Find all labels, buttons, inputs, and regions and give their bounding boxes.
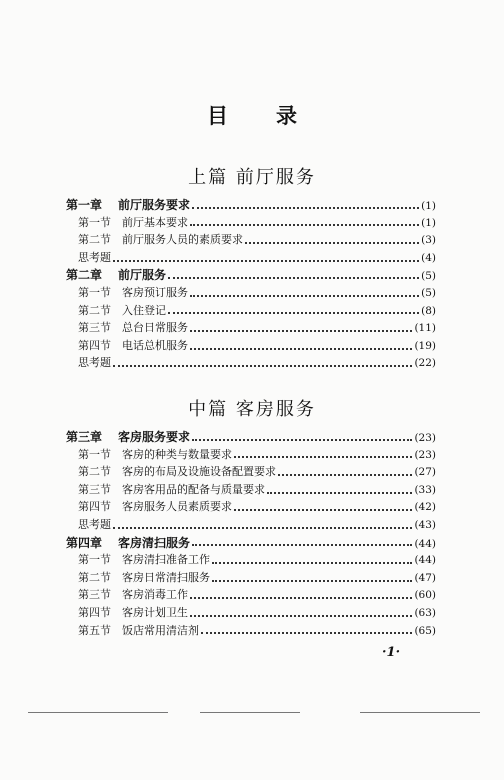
toc-leader-dots <box>192 439 412 441</box>
toc-entry-title: 客房清扫准备工作 <box>122 553 210 567</box>
toc-entry-title: 饭店常用清洁剂 <box>122 623 199 637</box>
toc-chapter-row <box>66 266 436 284</box>
toc-leader-dots <box>234 456 412 458</box>
toc-section-row <box>66 302 436 320</box>
toc-section-row <box>66 231 436 249</box>
toc-section-row <box>66 622 436 640</box>
toc-leader-dots <box>192 544 412 546</box>
toc-section-row <box>66 446 436 464</box>
bottom-rule <box>360 712 480 713</box>
toc-section-row <box>66 214 436 232</box>
toc-section-row <box>66 319 436 337</box>
toc-page-number: (19) <box>414 339 436 352</box>
toc-leader-dots <box>267 492 412 494</box>
toc-entry-number: 第二章 <box>66 268 103 283</box>
toc-leader-dots <box>113 260 419 262</box>
toc-section-row <box>66 551 436 569</box>
toc-leader-dots <box>201 632 412 634</box>
toc-chapter-row <box>66 196 436 214</box>
toc-entry-title: 前厅服务 <box>118 268 167 283</box>
toc-section-row <box>66 463 436 481</box>
toc-part-upper <box>66 196 436 372</box>
toc-entry-number: 第一节 <box>78 553 111 567</box>
part-title-middle: 中篇 客房服务 <box>188 399 316 420</box>
toc-entry-number: 第二节 <box>78 465 111 479</box>
toc-entry-number: 第一节 <box>78 215 111 229</box>
toc-entry-number: 第二节 <box>78 233 111 247</box>
toc-chapter-row <box>66 534 436 552</box>
toc-entry-number: 第三节 <box>78 482 111 496</box>
toc-leader-dots <box>212 580 412 582</box>
toc-page-number: (11) <box>414 322 436 335</box>
toc-leader-dots <box>190 224 419 226</box>
toc-exercise-row <box>66 354 436 372</box>
toc-entry-title: 客房的布局及设施设备配置要求 <box>122 465 276 479</box>
toc-page-number: (44) <box>414 554 436 567</box>
toc-entry-number: 思考题 <box>78 250 111 264</box>
toc-entry-number: 第一节 <box>78 447 111 461</box>
toc-entry-title: 前厅基本要求 <box>122 215 188 229</box>
toc-page-number: (5) <box>421 270 436 283</box>
toc-leader-dots <box>168 312 419 314</box>
toc-entry-title: 客房服务要求 <box>118 430 191 444</box>
toc-entry-number: 第四节 <box>78 500 111 514</box>
bottom-rule <box>28 712 168 713</box>
toc-entry-title: 客房消毒工作 <box>122 588 188 602</box>
toc-leader-dots <box>190 330 412 332</box>
toc-entry-title: 电话总机服务 <box>122 338 188 352</box>
toc-page-number: (23) <box>414 448 436 461</box>
toc-entry-title: 前厅服务要求 <box>118 198 191 212</box>
toc-entry-number: 第二节 <box>78 570 111 584</box>
toc-section-row <box>66 481 436 499</box>
toc-exercise-row <box>66 516 436 534</box>
toc-entry-title: 客房日常清扫服务 <box>122 570 210 584</box>
page-title: 目录 <box>207 103 345 128</box>
page-number: ·1· <box>382 645 401 660</box>
toc-entry-number: 第四节 <box>78 605 111 619</box>
toc-page-number: (47) <box>414 571 436 584</box>
toc-page-number: (60) <box>414 589 436 602</box>
toc-leader-dots <box>192 207 419 209</box>
toc-entry-title: 客房计划卫生 <box>122 605 188 619</box>
toc-leader-dots <box>190 295 419 297</box>
toc-entry-number: 第三章 <box>66 430 103 444</box>
part-title-upper: 上篇 前厅服务 <box>188 167 316 188</box>
toc-page-number: (22) <box>414 357 436 370</box>
toc-leader-dots <box>245 242 419 244</box>
toc-entry-number: 第三节 <box>78 588 111 602</box>
toc-page-number: (63) <box>414 606 436 619</box>
toc-chapter-row <box>66 428 436 446</box>
toc-entry-number: 第三节 <box>78 321 111 335</box>
toc-page-number: (43) <box>414 518 436 531</box>
toc-entry-title: 客房的种类与数量要求 <box>122 447 232 461</box>
toc-section-row <box>66 498 436 516</box>
toc-page-number: (3) <box>421 234 436 247</box>
toc-page-number: (27) <box>414 466 436 479</box>
toc-entry-number: 第五节 <box>78 623 111 637</box>
toc-entry-number: 第四节 <box>78 338 111 352</box>
toc-page-number: (33) <box>414 483 436 496</box>
toc-leader-dots <box>212 562 412 564</box>
toc-leader-dots <box>168 277 419 279</box>
toc-page-number: (8) <box>421 304 436 317</box>
toc-page-number: (4) <box>421 251 436 264</box>
toc-entry-number: 第一节 <box>78 285 111 299</box>
toc-section-row <box>66 604 436 622</box>
toc-page-number: (1) <box>421 200 436 212</box>
toc-section-row <box>66 284 436 302</box>
toc-page-number: (23) <box>414 432 436 444</box>
toc-leader-dots <box>190 597 412 599</box>
toc-entry-title: 客房客用品的配备与质量要求 <box>122 482 265 496</box>
bottom-rule <box>200 712 300 713</box>
toc-leader-dots <box>190 615 412 617</box>
toc-page-number: (42) <box>414 501 436 514</box>
toc-leader-dots <box>278 474 412 476</box>
toc-entry-title: 客房预订服务 <box>122 285 188 299</box>
toc-section-row <box>66 337 436 355</box>
toc-leader-dots <box>113 527 412 529</box>
toc-entry-title: 客房服务人员素质要求 <box>122 500 232 514</box>
toc-entry-title: 客房清扫服务 <box>118 535 191 550</box>
toc-leader-dots <box>234 509 412 511</box>
toc-entry-title: 总台日常服务 <box>122 321 188 335</box>
toc-page-number: (65) <box>414 624 436 637</box>
toc-entry-title: 前厅服务人员的素质要求 <box>122 233 243 247</box>
toc-entry-number: 思考题 <box>78 517 111 531</box>
toc-entry-title: 入住登记 <box>122 303 166 317</box>
toc-section-row <box>66 586 436 604</box>
toc-entry-number: 思考题 <box>78 356 111 370</box>
toc-leader-dots <box>113 365 412 367</box>
toc-entry-number: 第四章 <box>66 535 103 550</box>
toc-page-number: (44) <box>414 537 436 550</box>
toc-page-number: (1) <box>421 216 436 229</box>
toc-leader-dots <box>190 348 412 350</box>
toc-section-row <box>66 569 436 587</box>
toc-entry-number: 第二节 <box>78 303 111 317</box>
toc-part-middle <box>66 428 436 639</box>
toc-entry-number: 第一章 <box>66 198 103 212</box>
toc-exercise-row <box>66 249 436 267</box>
toc-page-number: (5) <box>421 286 436 299</box>
